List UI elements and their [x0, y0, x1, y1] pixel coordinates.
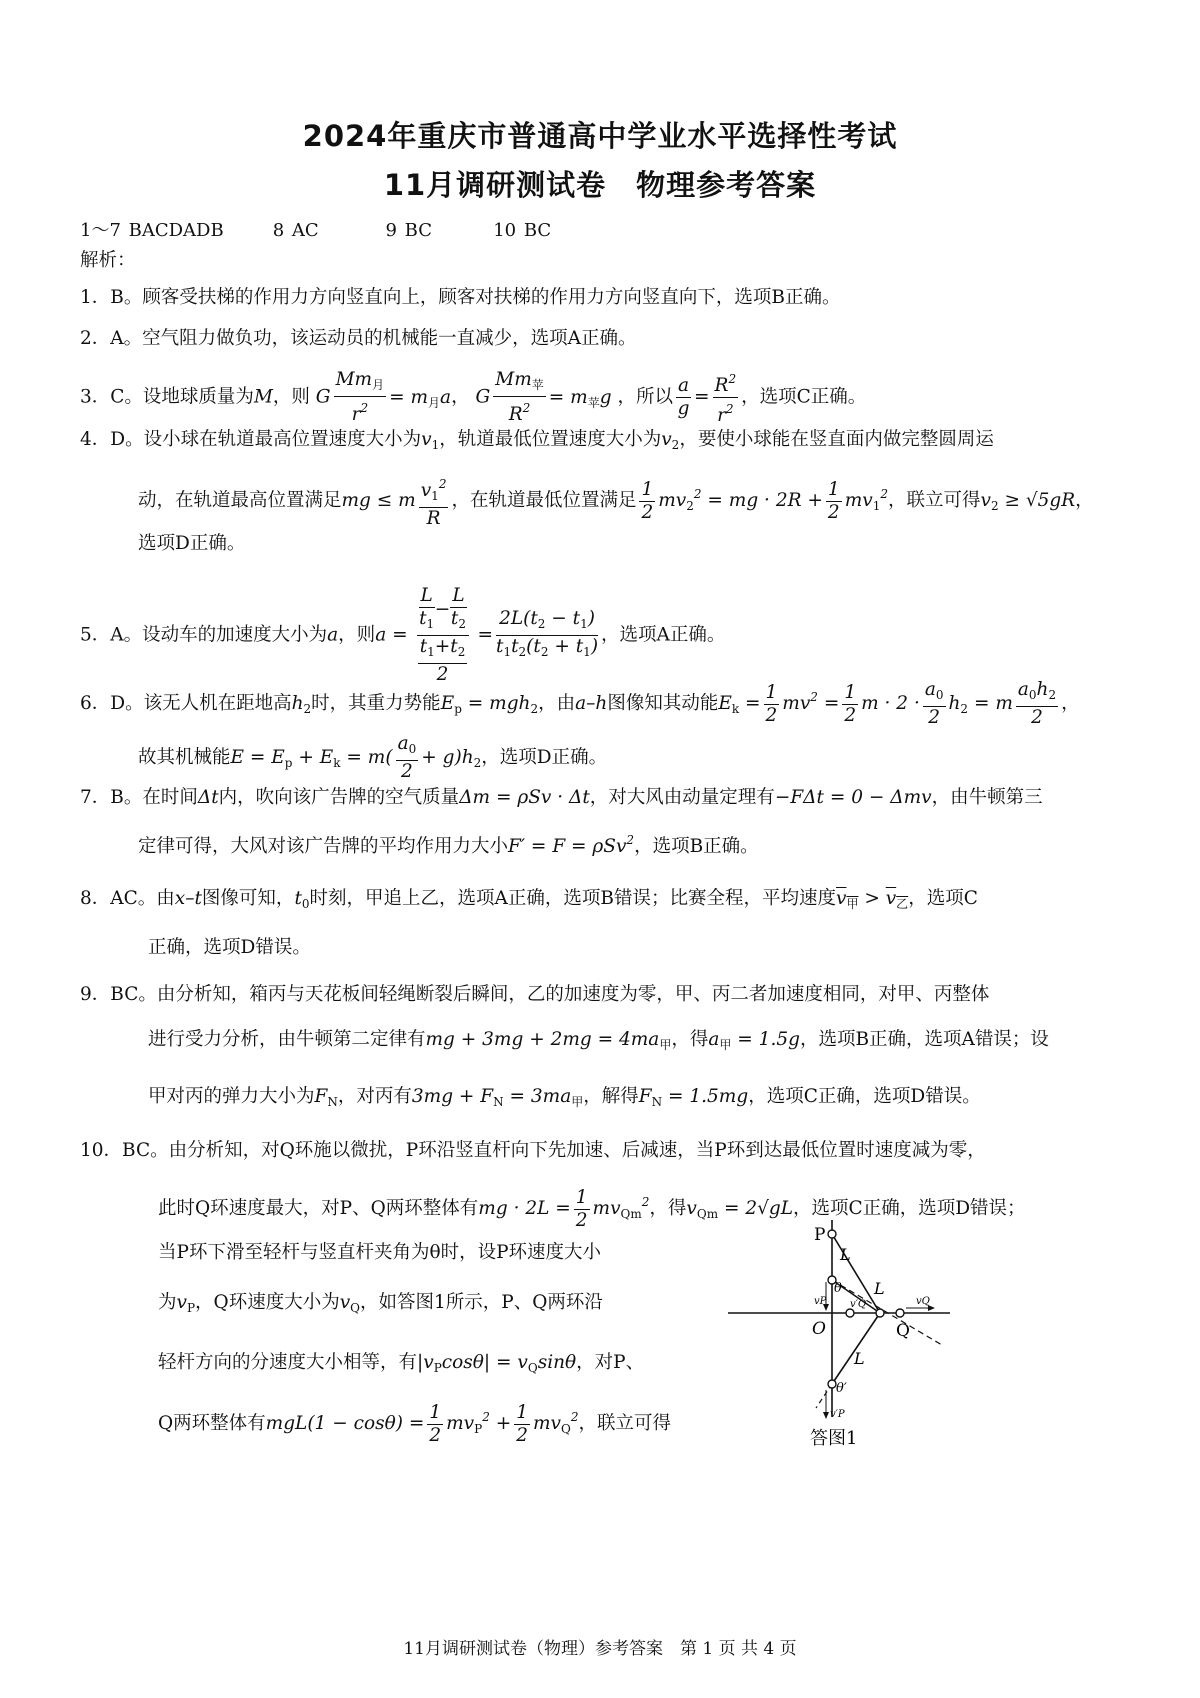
ring-P — [828, 1230, 836, 1238]
label-L-low: L — [854, 1349, 865, 1368]
q4-line1: 4．D。设小球在轨道最高位置速度大小为$v_1$，轨道最低位置速度大小为$v_2$，要使小球能在竖直面内做完整圆周运 — [80, 429, 994, 452]
q9-line3: 甲对丙的弹力大小为$F_N$，对丙有$3mg + F_N = 3ma_甲$，解得$F_N = 1.5mg$，选项C正确，选项D错误。 — [148, 1086, 981, 1109]
figure-caption: 答图1 — [810, 1428, 858, 1449]
q4-line2: 动，在轨道最高位置满足mg ≤ m $\frac{v_1^2}{R}$ ，在轨道最低位置满足 $\frac{1}{2}$ $mv_2^2$ = mg · 2R + $\frac{1}{2}$ $mv_1^2$，联立可得$v_2 \ge √5gR$， — [138, 472, 1094, 530]
q6-line1: 6．D。该无人机在距地高$h_2$时，其重力势能$E_p = mgh_2$，由a–h图像知其动能$E_k$ = $\frac{1}{2}$ $mv^2$ = $\frac{1}{2}$ m · 2 · $\frac{a_0}{2}$ $h_2 = m$ $\frac{a_0h_2}{2}$ ， — [80, 679, 1080, 728]
q10-line4: 为$v_P$，Q环速度大小为$v_Q$，如答图1所示，P、Q两环沿 — [158, 1292, 603, 1315]
q4-line3: 选项D正确。 — [138, 533, 246, 554]
label-P: P — [814, 1225, 826, 1245]
page-footer: 11月调研测试卷（物理）参考答案 第 1 页 共 4 页 — [403, 1639, 797, 1659]
q7-line1: 7．B。在时间Δt内，吹向该广告牌的空气质量Δm = ρSv · Δt，对大风由动量定理有−FΔt = 0 − Δmv，由牛顿第三 — [80, 787, 1043, 808]
label-vQ: vQ — [916, 1296, 930, 1307]
page-title: 2024年重庆市普通高中学业水平选择性考试 — [302, 119, 898, 153]
q9-line2: 进行受力分析，由牛顿第二定律有mg + $3mg + 2mg = 4ma_甲$，得$a_甲 = 1.5g$，选项B正确，选项A错误；设 — [148, 1029, 1049, 1052]
label-vPp: v′P — [830, 1409, 845, 1420]
answer-key — [80, 218, 551, 244]
q9-line1: 9．BC。由分析知，箱丙与天花板间轻绳断裂后瞬间，乙的加速度为零，甲、丙二者加速度相同，对甲、丙整体 — [80, 984, 990, 1005]
answer-1-7: 1～7 BACDADB — [80, 220, 224, 241]
answer-10: 10 BC — [493, 220, 552, 241]
q8-line2: 正确，选项D错误。 — [148, 937, 311, 958]
label-L-top: L — [840, 1245, 851, 1264]
label-O: O — [812, 1319, 826, 1339]
label-Q: Q — [896, 1321, 910, 1341]
page-subtitle: 11月调研测试卷 物理参考答案 — [383, 168, 817, 202]
ring-Q — [876, 1309, 884, 1317]
answer-9: 9 BC — [385, 220, 432, 241]
label-theta-prime: θ′ — [836, 1381, 847, 1396]
q3-explanation: 3．C。设地球质量为M，则 G $\frac{Mm_月}{r^2}$ = $m_月a$， G $\frac{Mm_苹}{R^2}$ = $m_苹g$ ，所以 $\frac{a}{g}$ = $\frac{R^2}{r^2}$ ，选项C正确。 — [80, 369, 867, 426]
label-vQp: v′Q — [850, 1299, 867, 1310]
q8-line1: 8．AC。由x–t图像可知，$t_0$时刻，甲追上乙，选项A正确，选项B错误；比赛全程，平均速度$v_甲 > v_乙$，选项C — [80, 888, 978, 911]
q10-line3: 当P环下滑至轻杆与竖直杆夹角为θ时，设P环速度大小 — [158, 1242, 602, 1263]
label-vP: vP — [814, 1296, 827, 1307]
ring-Q-moving — [846, 1309, 854, 1317]
q5-explanation: 5．A。设动车的加速度大小为a，则a = $\frac{L}{t_1}$ − $\frac{L}{t_2}$ $\frac{t_1+t_2}{2}$ = $\frac{2L(t_2 - t_1)}{t_1t_2(t_2 + t_1)}$ ，选项A正确。 — [80, 585, 726, 685]
q10-line5: 轻杆方向的分速度大小相等，有$|v_P\cos\theta| = v_Q\sin\theta$，对P、 — [158, 1352, 645, 1375]
ring-P-lowest — [828, 1380, 836, 1388]
label-theta: θ — [834, 1281, 842, 1296]
q7-line2: 定律可得，大风对该广告牌的平均作用力大小F′ = F = ρSv$^2$，选项B正确。 — [138, 833, 759, 857]
arrowhead-vPp — [823, 1412, 829, 1419]
analysis-label: 解析： — [80, 250, 136, 271]
label-L-mid: L — [874, 1279, 885, 1298]
answer-8: 8 AC — [272, 220, 319, 241]
q10-line1: 10．BC。由分析知，对Q环施以微扰，P环沿竖直杆向下先加速、后减速，当P环到达最低位置时速度减为零， — [80, 1140, 986, 1161]
figure-1 — [720, 1212, 960, 1484]
ring-Q-end — [896, 1309, 904, 1317]
q10-line6: Q两环整体有mgL(1 − cosθ) = $\frac{1}{2}$ $mv_P^2$ + $\frac{1}{2}$ $mv_Q^2$，联立可得 — [158, 1401, 671, 1446]
q2-explanation: 2．A。空气阻力做负功，该运动员的机械能一直减少，选项A正确。 — [80, 328, 637, 349]
q1-explanation: 1．B。顾客受扶梯的作用力方向竖直向上，顾客对扶梯的作用力方向竖直向下，选项B正确。 — [80, 287, 841, 308]
q6-line2: 故其机械能$E = E_p + E_k = m$( $\frac{a_0}{2}$ + $g)h_2$，选项D正确。 — [138, 733, 608, 782]
q10-line2: 此时Q环速度最大，对P、Q两环整体有mg · 2L = $\frac{1}{2}$ $mv_{Qm}^2$，得$v_{Qm} = 2√gL$，选项C正确，选项D错误； — [158, 1186, 1026, 1231]
